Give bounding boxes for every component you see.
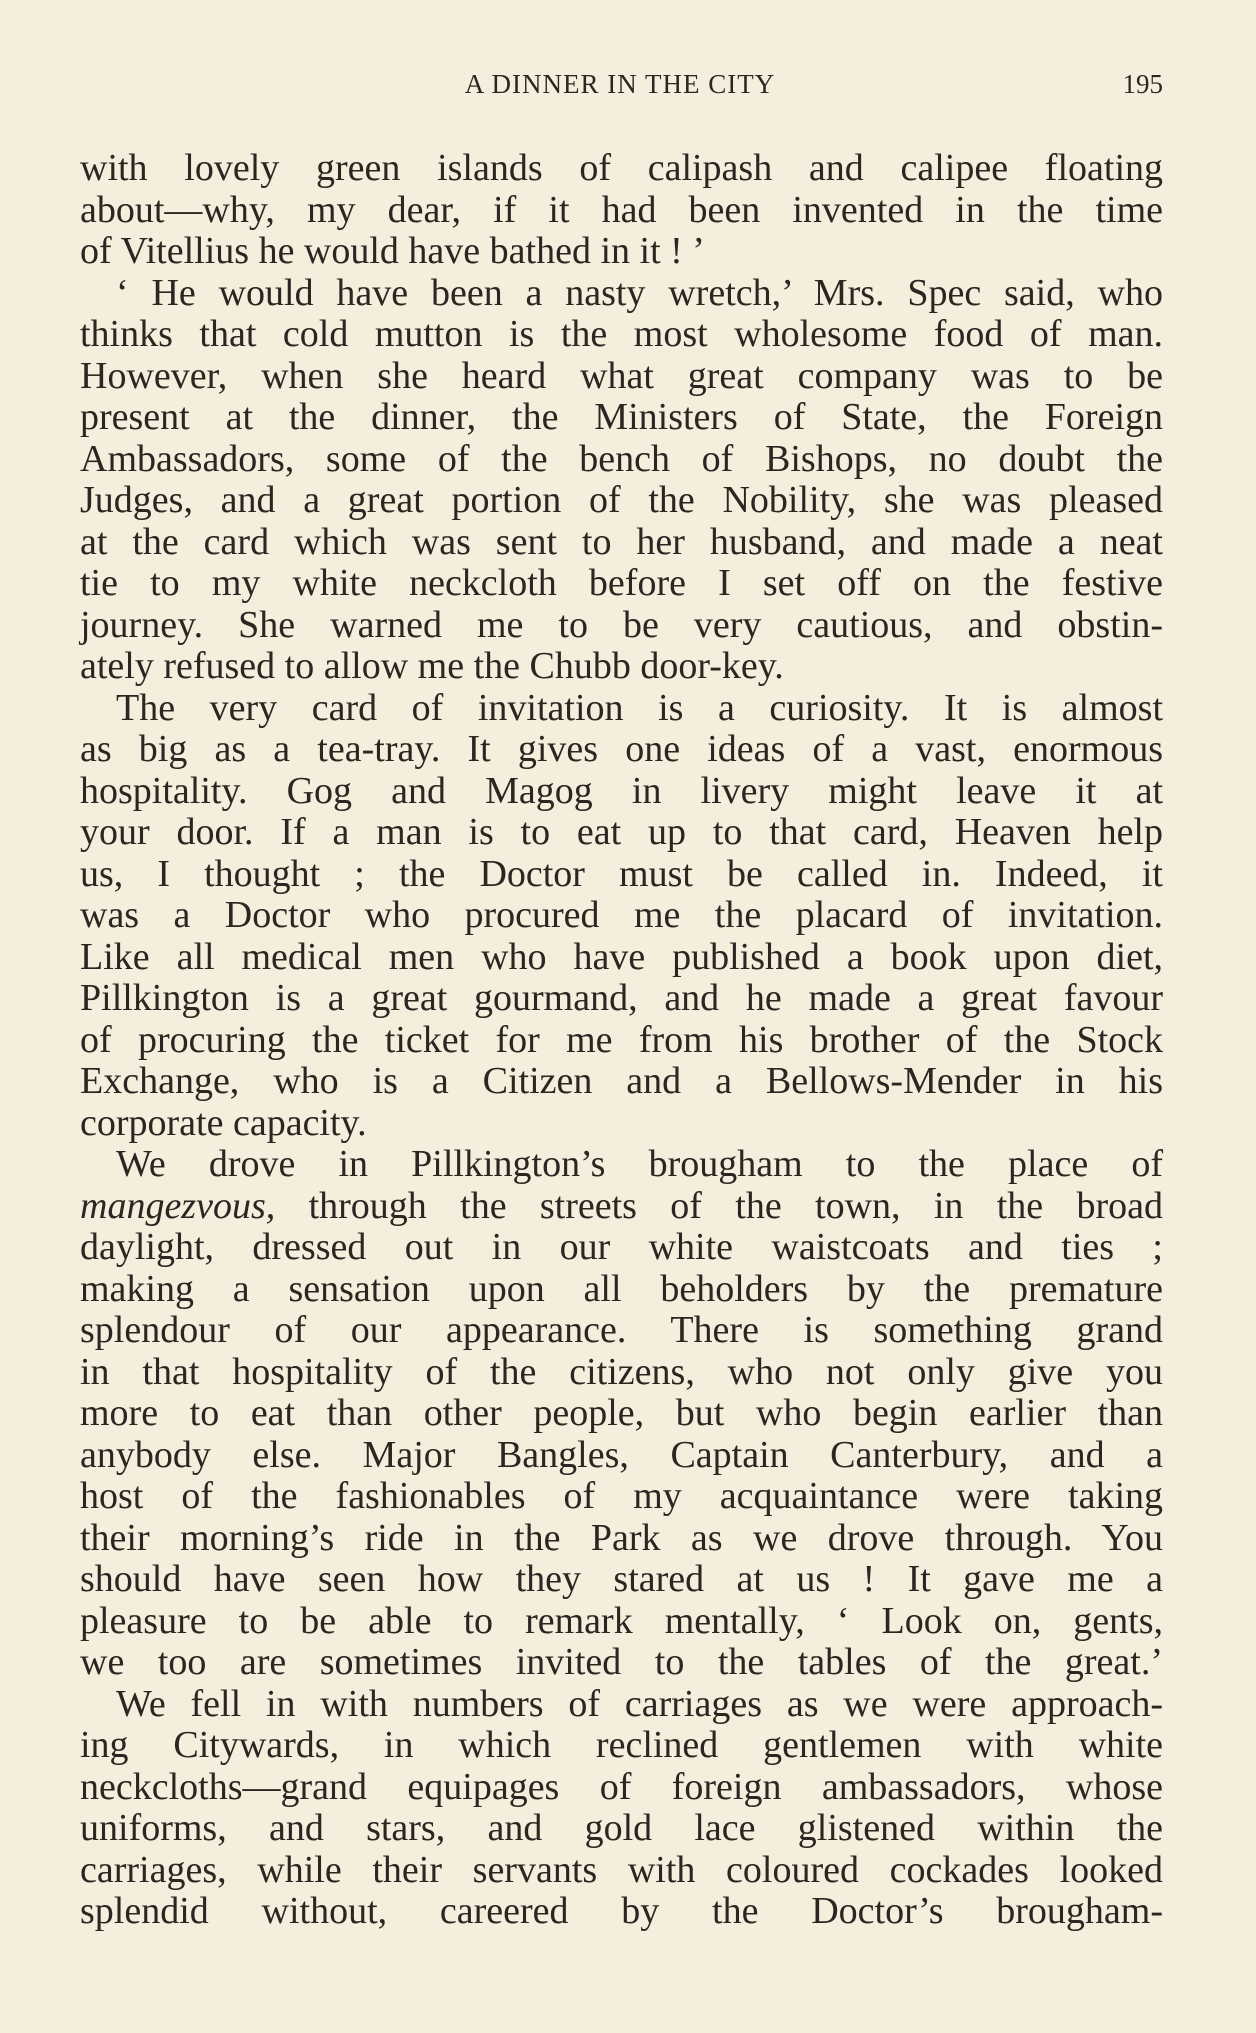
line-text: carriages, while their servants with coloured cockades looked <box>80 1848 1163 1891</box>
line-text: through the streets of the town, in the broad <box>275 1184 1163 1227</box>
running-title-text: A DINNER IN THE CITY <box>464 69 776 99</box>
text-line <box>80 1310 1163 1352</box>
text-line <box>80 1808 1163 1850</box>
line-text: we too are sometimes invited to the tables of the great.’ <box>80 1641 1163 1683</box>
line-text: However, when she heard what great company was to be <box>80 354 1163 397</box>
line-text: making a sensation upon all beholders by the premature <box>80 1267 1163 1310</box>
line-text: daylight, dressed out in our white waistcoats and ties ; <box>80 1226 1163 1268</box>
text-line <box>80 231 1163 273</box>
line-text: us, I thought ; the Doctor must be called in. Indeed, it <box>80 852 1163 895</box>
line-text: Judges, and a great portion of the Nobility, she was pleased <box>80 479 1163 521</box>
line-text: more to eat than other people, but who begin earlier than <box>80 1392 1163 1434</box>
text-line <box>80 688 1163 730</box>
line-text: Exchange, who is a Citizen and a Bellows-Mender in his <box>80 1060 1163 1102</box>
line-text: ing Citywards, in which reclined gentlemen with white <box>80 1724 1163 1766</box>
running-title <box>0 69 1256 100</box>
text-line <box>80 563 1163 605</box>
page-number: 195 <box>1122 69 1163 99</box>
line-text: anybody else. Major Bangles, Captain Canterbury, and a <box>80 1433 1163 1476</box>
line-text: your door. If a man is to eat up to that card, Heaven help <box>80 811 1163 853</box>
line-text: host of the fashionables of my acquaintance were taking <box>80 1475 1163 1517</box>
line-text: tie to my white neckcloth before I set off on the festive <box>80 562 1163 604</box>
text-line <box>80 1559 1163 1601</box>
line-text: should have seen how they stared at us ! It gave me a <box>80 1558 1163 1600</box>
text-line <box>80 439 1163 481</box>
text-line <box>80 356 1163 398</box>
text-line <box>80 771 1163 813</box>
text-line <box>80 397 1163 439</box>
line-text: We drove in Pillkington’s brougham to the place of <box>116 1143 1163 1185</box>
line-text: of Vitellius he would have bathed in it ! ’ <box>80 230 705 272</box>
text-line <box>80 1642 1163 1684</box>
line-text: The very card of invitation is a curiosity. It is almost <box>116 686 1163 729</box>
line-text: splendid without, careered by the Doctor’s brougham- <box>80 1890 1163 1932</box>
text-line <box>80 273 1163 315</box>
text-line <box>80 1518 1163 1560</box>
line-text: Ambassadors, some of the bench of Bishops, no doubt the <box>80 437 1163 480</box>
line-text: hospitality. Gog and Magog in livery might leave it at <box>80 769 1163 812</box>
text-line <box>80 729 1163 771</box>
line-text: their morning’s ride in the Park as we drove through. You <box>80 1516 1163 1559</box>
line-text: corporate capacity. <box>80 1101 367 1144</box>
text-line <box>80 190 1163 232</box>
line-text: Pillkington is a great gourmand, and he made a great favour <box>80 977 1163 1019</box>
text-line <box>80 1767 1163 1809</box>
text-line <box>80 937 1163 979</box>
line-text: at the card which was sent to her husband, and made a neat <box>80 520 1163 563</box>
line-text: ‘ He would have been a nasty wretch,’ Mrs. Spec said, who <box>116 271 1163 314</box>
line-text: was a Doctor who procured me the placard of invitation. <box>80 894 1163 936</box>
text-line <box>80 1020 1163 1062</box>
line-text: of procuring the ticket for me from his brother of the Stock <box>80 1018 1163 1061</box>
line-text: Like all medical men who have published a book upon diet, <box>80 935 1163 978</box>
text-line <box>80 605 1163 647</box>
italic-word: mangezvous, <box>80 1184 276 1227</box>
line-text: ately refused to allow me the Chubb door-key. <box>80 645 784 687</box>
text-line <box>80 1601 1163 1643</box>
text-line <box>80 1850 1163 1892</box>
line-text: neckcloths—grand equipages of foreign ambassadors, whose <box>80 1765 1163 1808</box>
text-line <box>80 1476 1163 1518</box>
text-line <box>80 1352 1163 1394</box>
line-text: journey. She warned me to be very cautious, and obstin- <box>80 603 1163 646</box>
line-text: thinks that cold mutton is the most wholesome food of man. <box>80 313 1163 355</box>
line-text: splendour of our appearance. There is something grand <box>80 1309 1163 1351</box>
text-line <box>80 895 1163 937</box>
text-line <box>80 1103 1163 1145</box>
text-line <box>80 1684 1163 1726</box>
text-line <box>80 1393 1163 1435</box>
text-line <box>80 1891 1163 1933</box>
text-line <box>80 812 1163 854</box>
text-line <box>80 1227 1163 1269</box>
line-text: We fell in with numbers of carriages as we were approach- <box>116 1682 1163 1725</box>
text-line <box>80 1144 1163 1186</box>
body-text <box>80 148 1163 1933</box>
text-line <box>80 314 1163 356</box>
text-line <box>80 522 1163 564</box>
text-line <box>80 1725 1163 1767</box>
text-line <box>80 1269 1163 1311</box>
text-line <box>80 978 1163 1020</box>
text-line <box>80 1435 1163 1477</box>
text-line <box>80 854 1163 896</box>
text-line <box>80 148 1163 190</box>
line-text: uniforms, and stars, and gold lace glistened within the <box>80 1807 1163 1849</box>
line-text: with lovely green islands of calipash and calipee floating <box>80 147 1163 189</box>
line-text: in that hospitality of the citizens, who not only give you <box>80 1350 1163 1393</box>
line-text: about—why, my dear, if it had been invented in the time <box>80 188 1163 231</box>
text-line <box>80 480 1163 522</box>
line-text: pleasure to be able to remark mentally, ‘ Look on, gents, <box>80 1599 1163 1642</box>
line-text: present at the dinner, the Ministers of State, the Foreign <box>80 396 1163 438</box>
text-line <box>80 1061 1163 1103</box>
line-text: as big as a tea-tray. It gives one ideas of a vast, enormous <box>80 728 1163 770</box>
text-line <box>80 1186 1163 1228</box>
text-line <box>80 646 1163 688</box>
